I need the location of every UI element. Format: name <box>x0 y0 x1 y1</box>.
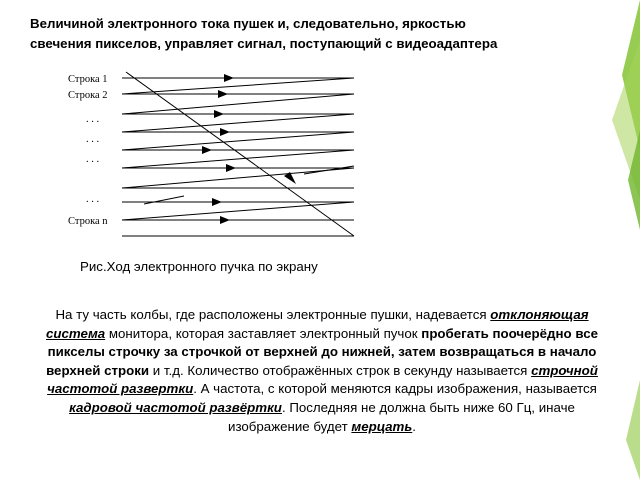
body-bold-sentence: пробегать поочерёдно все пикселы строчку за строчкой от верхней до нижней, затем возвращаться в начало верхней строки <box>46 325 598 378</box>
body-text-4: . А частота, с которой меняются кадры изображения, называется <box>193 381 597 397</box>
body-text-1: На ту часть колбы, где расположены электронные пушки, надевается <box>55 307 487 322</box>
scan-diagram <box>64 68 364 240</box>
body-text-3: и т.д. Количество отображённых строк в секунду называется <box>149 362 532 378</box>
term-deflection-system: отклоняющая система <box>46 307 589 341</box>
figure-caption: Рис.Ход электронного пучка по экрану <box>80 259 318 274</box>
row-label-1: Строка 1 <box>68 74 108 85</box>
row-dots-4: . . . <box>86 194 100 205</box>
body-text-5: . Последняя не должна быть ниже 60 Гц, иначе изображение будет <box>228 399 575 434</box>
heading-line-2: свечения пикселов, управляет сигнал, поступающий с видеоадаптера <box>30 36 498 51</box>
row-dots-3: . . . <box>86 154 100 165</box>
term-line-frequency: строчной частотой развертки <box>47 362 598 397</box>
body-text-6: . <box>412 418 416 434</box>
row-label-n: Строка n <box>68 216 108 227</box>
body-text-2: монитора, которая заставляет электронный пучок <box>105 325 422 341</box>
row-dots-1: . . . <box>86 114 100 125</box>
term-flicker: мерцать <box>351 418 413 434</box>
heading-line-1: Величиной электронного тока пушек и, следовательно, яркостью <box>30 16 466 31</box>
decorative-triangles <box>612 0 640 480</box>
scan-lines <box>122 72 354 236</box>
row-dots-2: . . . <box>86 134 100 145</box>
row-label-2: Строка 2 <box>68 90 108 101</box>
term-frame-frequency: кадровой частотой развёртки <box>69 399 282 415</box>
page-heading <box>30 14 610 54</box>
body-paragraph <box>44 306 600 436</box>
